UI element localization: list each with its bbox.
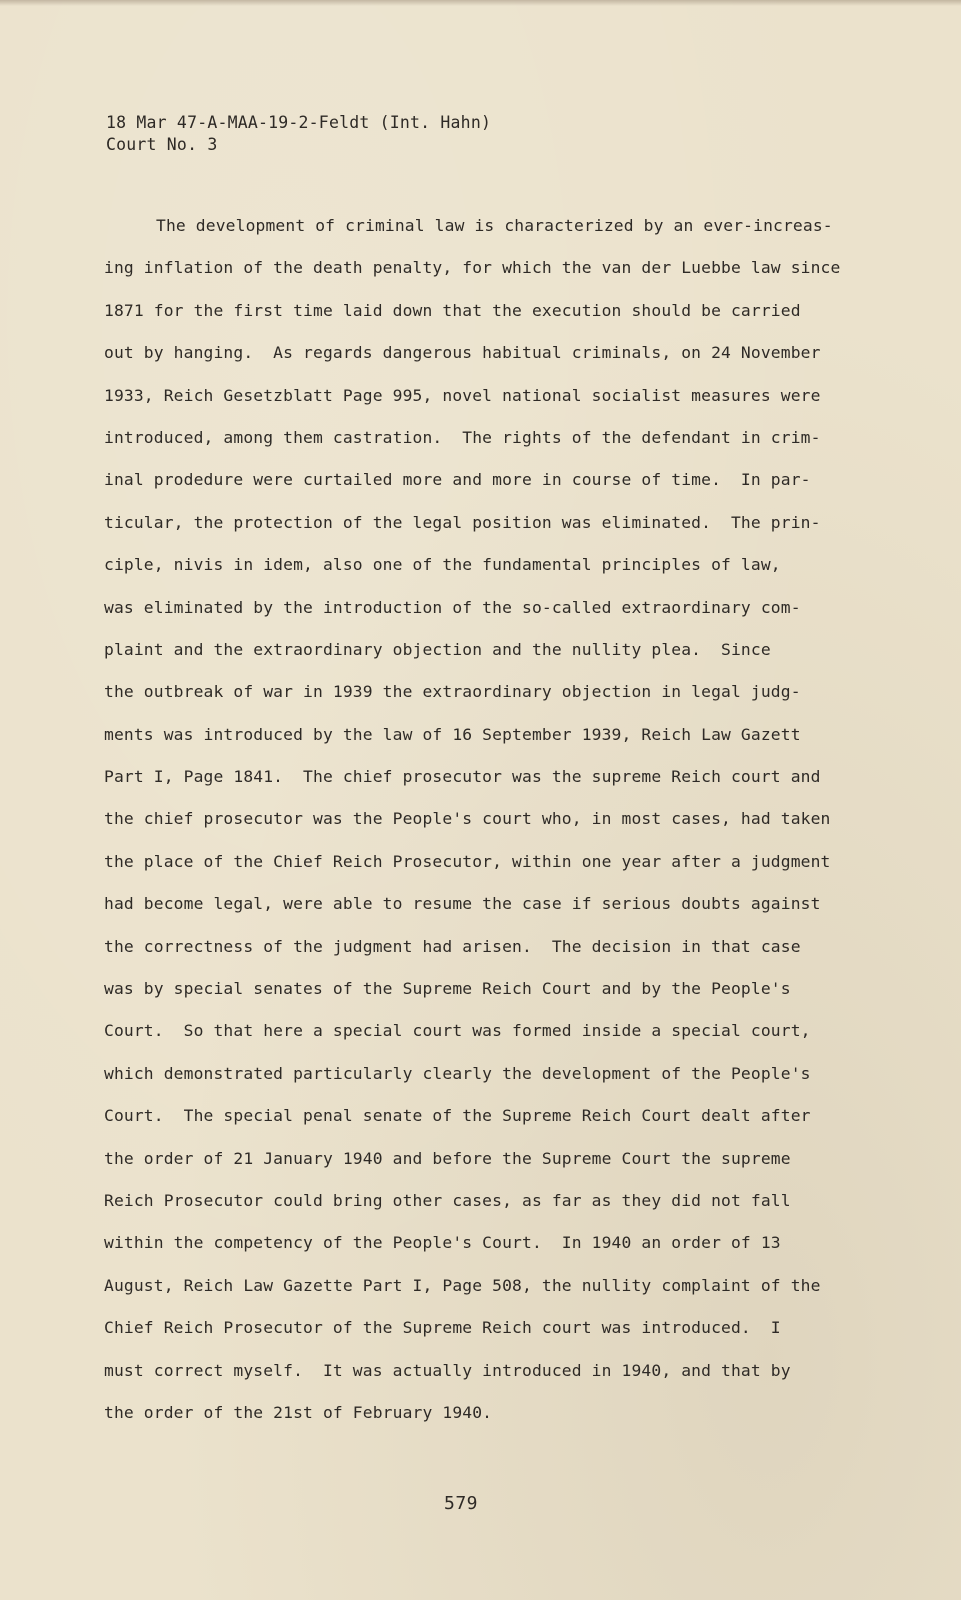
reference-line: 18 Mar 47-A-MAA-19-2-Feldt (Int. Hahn) xyxy=(106,113,492,132)
transcript-body xyxy=(104,205,874,1434)
text-line: August, Reich Law Gazette Part I, Page 508, the nullity complaint of the xyxy=(104,1275,821,1295)
court-line: Court No. 3 xyxy=(106,135,218,154)
text-line: was by special senates of the Supreme Reich Court and by the People's xyxy=(104,979,791,999)
text-line: the order of the 21st of February 1940. xyxy=(104,1402,493,1422)
text-line: Part I, Page 1841. The chief prosecutor was the supreme Reich court and xyxy=(104,767,821,787)
text-line: plaint and the extraordinary objection and the nullity plea. Since xyxy=(104,639,771,659)
text-line: ticular, the protection of the legal position was eliminated. The prin- xyxy=(104,512,821,532)
text-line: must correct myself. It was actually introduced in 1940, and that by xyxy=(104,1360,791,1380)
text-line: the place of the Chief Reich Prosecutor, within one year after a judgment xyxy=(104,851,831,871)
document-header xyxy=(106,112,491,156)
text-line: Reich Prosecutor could bring other cases, as far as they did not fall xyxy=(104,1190,791,1210)
text-line: the correctness of the judgment had arisen. The decision in that case xyxy=(104,936,801,956)
text-line: within the competency of the People's Court. In 1940 an order of 13 xyxy=(104,1233,781,1253)
text-line: Chief Reich Prosecutor of the Supreme Reich court was introduced. I xyxy=(104,1318,781,1338)
text-line: Court. The special penal senate of the Supreme Reich Court dealt after xyxy=(104,1106,811,1126)
text-line: was eliminated by the introduction of the so-called extraordinary com- xyxy=(104,597,801,617)
text-line: ing inflation of the death penalty, for which the van der Luebbe law since xyxy=(104,258,841,278)
text-line: 1871 for the first time laid down that the execution should be carried xyxy=(104,300,801,320)
text-line: 1933, Reich Gesetzblatt Page 995, novel national socialist measures were xyxy=(104,385,821,405)
text-line: the order of 21 January 1940 and before the Supreme Court the supreme xyxy=(104,1148,791,1168)
page-number: 579 xyxy=(444,1493,479,1514)
text-line: ciple, nivis in idem, also one of the fundamental principles of law, xyxy=(104,555,781,575)
paper-edge xyxy=(0,0,961,6)
text-line: inal prodedure were curtailed more and more in course of time. In par- xyxy=(104,470,811,490)
text-line: introduced, among them castration. The rights of the defendant in crim- xyxy=(104,427,821,447)
text-line: the chief prosecutor was the People's court who, in most cases, had taken xyxy=(104,809,831,829)
text-line: the outbreak of war in 1939 the extraordinary objection in legal judg- xyxy=(104,682,801,702)
text-line: Court. So that here a special court was formed inside a special court, xyxy=(104,1021,811,1041)
text-line: had become legal, were able to resume the case if serious doubts against xyxy=(104,894,821,914)
text-line: The development of criminal law is characterized by an ever-increas- xyxy=(156,216,833,235)
text-line: out by hanging. As regards dangerous habitual criminals, on 24 November xyxy=(104,343,821,363)
text-line: which demonstrated particularly clearly the development of the People's xyxy=(104,1063,811,1083)
text-line: ments was introduced by the law of 16 September 1939, Reich Law Gazett xyxy=(104,724,801,744)
